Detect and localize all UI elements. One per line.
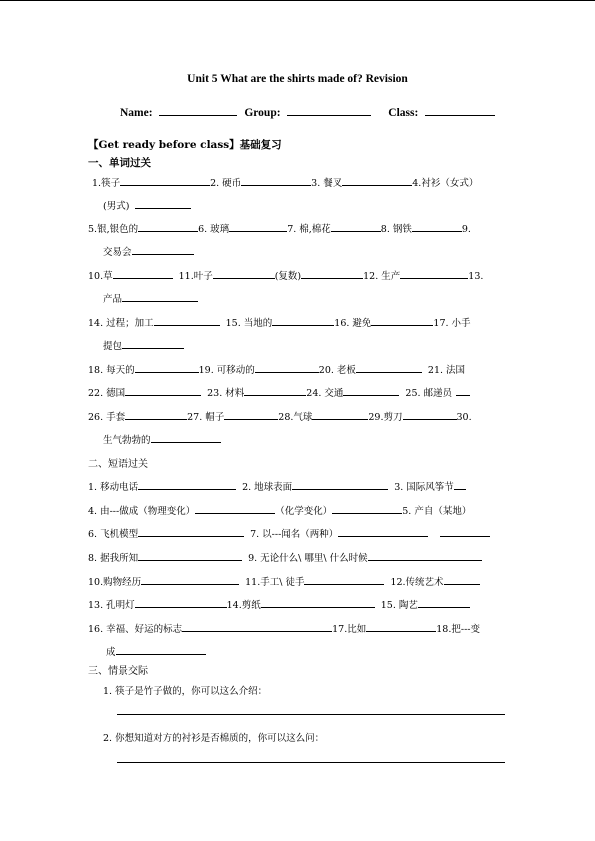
answer-blank[interactable] [444, 574, 480, 585]
answer-blank[interactable] [331, 221, 381, 232]
answer-blank[interactable] [332, 503, 402, 514]
name-label: Name: [120, 107, 153, 119]
word-line-7b: 生气勃勃的 [103, 432, 523, 446]
answer-blank[interactable] [292, 479, 388, 490]
answer-blank[interactable] [132, 244, 194, 255]
answer-blank[interactable] [368, 550, 482, 561]
phrase-line-1: 1. 移动电话 2. 地球表面 3. 国际风筝节 [88, 479, 508, 493]
word-line-4: 14. 过程；加工 15. 当地的 16. 避免 17. 小手 [88, 315, 508, 329]
phrase-line-2: 4. 由---做成（物理变化） （化学变化） 5. 产自（某地） [88, 503, 508, 517]
answer-blank[interactable] [261, 597, 375, 608]
class-label: Class: [388, 107, 419, 119]
answer-blank[interactable] [440, 526, 490, 537]
answer-blank[interactable] [195, 503, 275, 514]
answer-blank[interactable] [343, 385, 399, 396]
answer-blank[interactable] [122, 291, 198, 302]
phrase-line-7: 16. 幸福、好运的标志 17.比如 18.把---变 [88, 621, 508, 635]
answer-blank[interactable] [312, 409, 368, 420]
answer-blank[interactable] [400, 268, 468, 279]
word-line-3b: 产品 [103, 291, 523, 305]
answer-blank[interactable] [338, 526, 428, 537]
answer-blank[interactable] [342, 175, 412, 186]
answer-blank[interactable] [371, 315, 433, 326]
answer-blank[interactable] [154, 315, 220, 326]
word-line-2b: 交易会 [103, 244, 523, 258]
answer-blank[interactable] [141, 574, 239, 585]
phrase-line-5: 10.购物经历 11.手工\ 徒手 12.传统艺术 [88, 574, 508, 588]
answer-blank[interactable] [125, 385, 201, 396]
answer-blank[interactable] [135, 198, 191, 209]
part1-heading: 一、单词过关 [88, 157, 151, 169]
answer-blank[interactable] [412, 221, 462, 232]
answer-blank[interactable] [403, 409, 457, 420]
student-info-row [120, 104, 495, 119]
group-label: Group: [244, 107, 281, 119]
phrase-line-6: 13. 孔明灯 14.剪纸 15. 陶艺 [88, 597, 508, 611]
phrase-line-3: 6. 飞机模型 7. 以---闻名（两种） [88, 526, 508, 540]
answer-blank[interactable] [244, 385, 306, 396]
answer-blank[interactable] [366, 621, 436, 632]
answer-blank[interactable] [113, 268, 173, 279]
answer-blank[interactable] [301, 268, 363, 279]
answer-blank[interactable] [356, 362, 422, 373]
answer-blank[interactable] [135, 597, 227, 608]
dialogue-question-2: 2. 你想知道对方的衬衫是否棉质的，你可以这么问： [103, 733, 325, 744]
word-line-6: 22. 德国 23. 材料 24. 交通 25. 邮递员 [88, 385, 508, 399]
phrase-line-4: 8. 据我所知 9. 无论什么\ 哪里\ 什么时候 [88, 550, 508, 564]
word-line-7: 26. 手套 27. 帽子 28.气球 29.剪刀 30. [88, 409, 508, 423]
name-blank[interactable] [159, 104, 237, 116]
word-line-3: 10.草 11.叶子 (复数) 12. 生产 13. [88, 268, 508, 282]
answer-blank[interactable] [454, 479, 466, 490]
dialogue-question-1: 1. 筷子是竹子做的，你可以这么介绍： [103, 686, 268, 697]
word-line-5: 18. 每天的 19. 可移动的 20. 老板 21. 法国 [88, 362, 508, 376]
answer-blank[interactable] [304, 574, 384, 585]
answer-blank[interactable] [255, 362, 319, 373]
answer-blank[interactable] [138, 526, 244, 537]
dialogue-answer-line-1[interactable] [117, 714, 505, 715]
answer-blank[interactable] [241, 175, 311, 186]
section-header: 【Get ready before class】基础复习 [88, 139, 282, 151]
answer-blank[interactable] [182, 621, 332, 632]
part2-heading: 二、短语过关 [88, 459, 148, 470]
word-line-2: 5.银,银色的 6. 玻璃 7. 棉,棉花 8. 钢铁 9. [88, 221, 508, 235]
answer-blank[interactable] [272, 315, 334, 326]
answer-blank[interactable] [138, 550, 242, 561]
answer-blank[interactable] [213, 268, 275, 279]
group-blank[interactable] [287, 104, 371, 116]
answer-blank[interactable] [125, 409, 187, 420]
dialogue-answer-line-2[interactable] [117, 762, 505, 763]
answer-blank[interactable] [138, 479, 236, 490]
answer-blank[interactable] [120, 175, 210, 186]
answer-blank[interactable] [122, 338, 184, 349]
part3-heading: 三、情景交际 [88, 666, 148, 677]
answer-blank[interactable] [224, 409, 278, 420]
answer-blank[interactable] [116, 644, 206, 655]
class-blank[interactable] [425, 104, 495, 116]
answer-blank[interactable] [456, 385, 470, 396]
answer-blank[interactable] [135, 362, 199, 373]
answer-blank[interactable] [151, 432, 221, 443]
answer-blank[interactable] [229, 221, 287, 232]
answer-blank[interactable] [418, 597, 470, 608]
answer-blank[interactable] [138, 221, 198, 232]
word-line-1: 1.筷子 2. 硬币 3. 餐叉 4.衬衫（女式） [92, 175, 512, 189]
phrase-line-7b: 成 [106, 644, 526, 658]
word-line-4b: 提包 [103, 338, 523, 352]
word-line-1b: (男式) [103, 198, 523, 212]
page-title: Unit 5 What are the shirts made of? Revision [187, 73, 408, 85]
